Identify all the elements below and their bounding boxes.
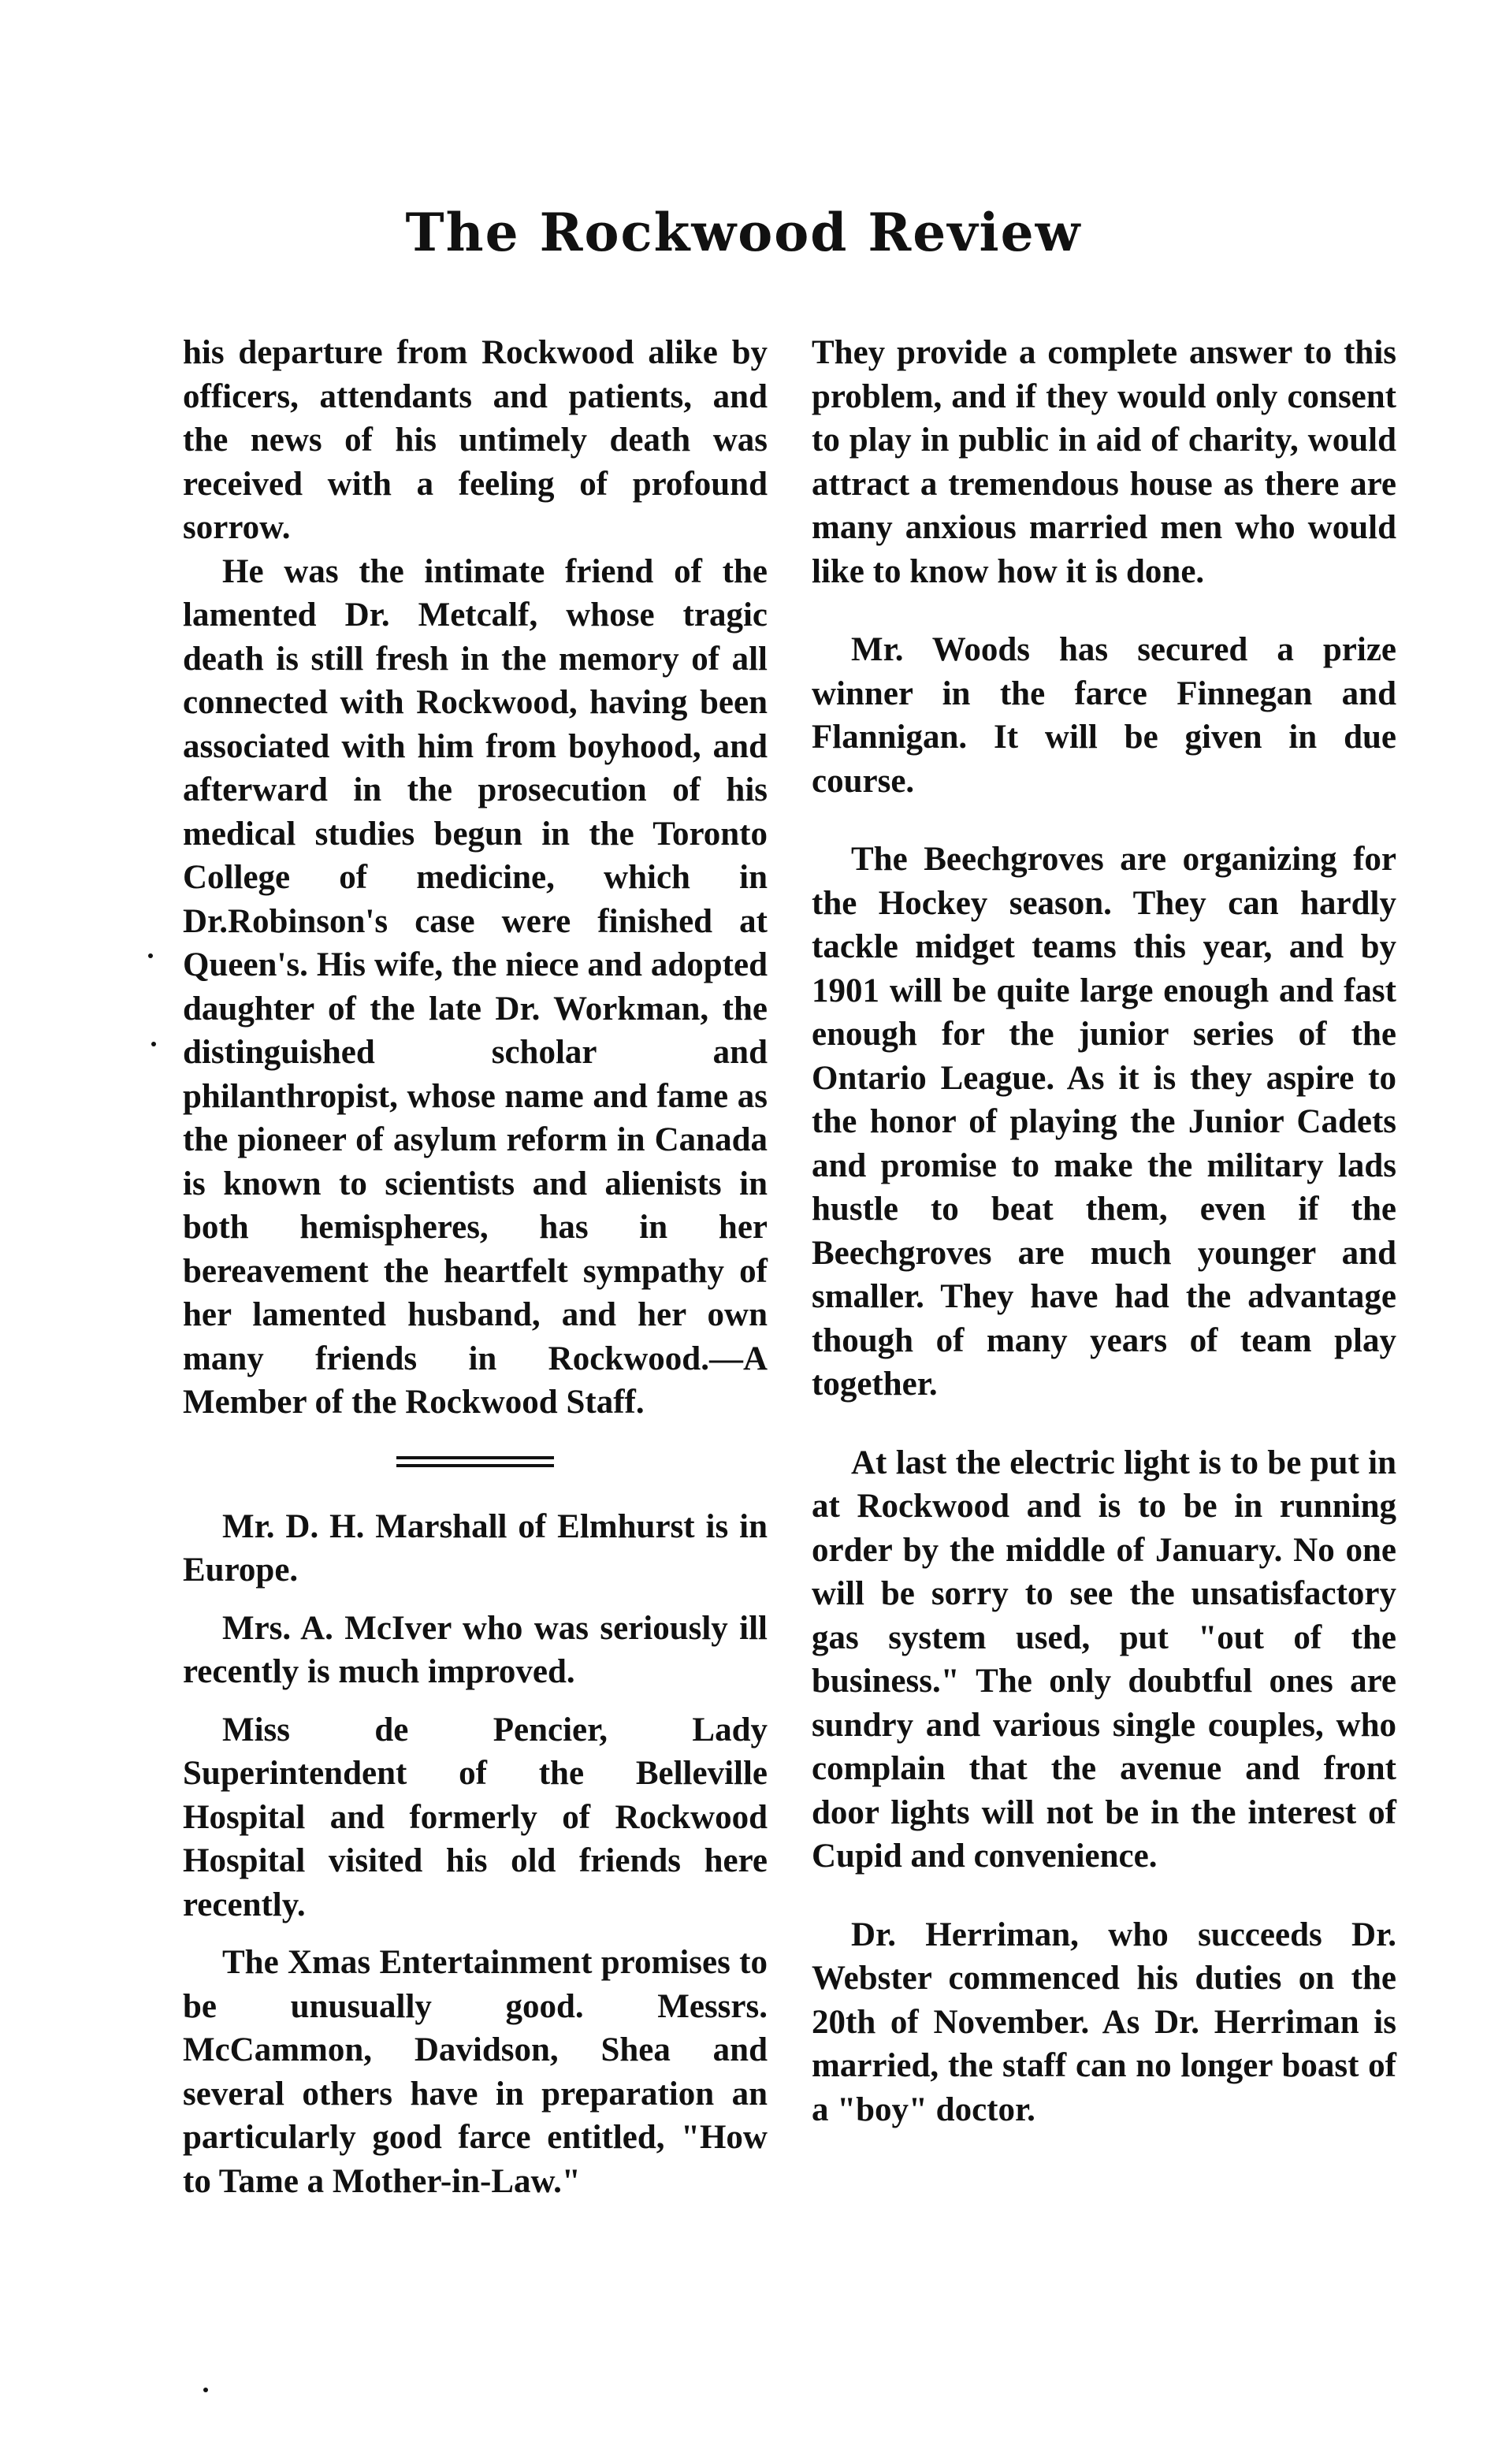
left-paragraph-3: Mr. D. H. Marshall of Elmhurst is in Europe. [183, 1507, 768, 1589]
right-paragraph-5: Dr. Herriman, who succeeds Dr. Webster commenced his duties on the 20th of November. As Dr. Herriman is married, the staff can no longer boast of a "boy" doctor. [812, 1916, 1396, 2128]
right-paragraph-1: They provide a complete answer to this problem, and if they would only consent to play in public in aid of charity, would attract a tremendous house as there are many anxious married men who would like to know how it is done. [812, 334, 1396, 590]
section-divider [396, 1456, 554, 1467]
right-paragraph-4: At last the electric light is to be put in at Rockwood and is to be in running order by the middle of January. No one will be sorry to see the unsatisfactory gas system used, put "out of the business." The only doubtful ones are sundry and various single couples, who complain that the avenue and front door lights will not be in the interest of Cupid and convenience. [812, 1444, 1396, 1875]
print-speck [151, 1042, 156, 1046]
left-paragraph-5: Miss de Pencier, Lady Superintendent of the Belleville Hospital and formerly of Rockwood Hospital visited his old friends here recently. [183, 1711, 768, 1923]
print-speck [148, 953, 153, 958]
masthead-title: The Rockwood Review [405, 202, 1082, 263]
right-paragraph-3: The Beechgroves are organizing for the Hockey season. They can hardly tackle midget teams this year, and by 1901 will be quite large enough and fast enough for the junior series of the Ontario League. As it is they aspire to the honor of playing the Junior Cadets and promise to make the military lads hustle to beat them, even if the Beechgroves are much younger and smaller. They have had the advantage though of many years of team play together. [812, 841, 1396, 1403]
left-paragraph-6: The Xmas Entertainment promises to be unusually good. Messrs. McCammon, Davidson, Shea and several others have in preparation an particularly good farce entitled, "How to Tame a Mother-in-Law." [183, 1944, 768, 2200]
right-paragraph-2: Mr. Woods has secured a prize winner in the farce Finnegan and Flannigan. It will be given in due course. [812, 631, 1396, 800]
right-column [812, 331, 1396, 2131]
print-speck [203, 2388, 208, 2392]
left-paragraph-4: Mrs. A. McIver who was seriously ill recently is much improved. [183, 1609, 768, 1690]
left-column [183, 331, 768, 2203]
left-paragraph-2: He was the intimate friend of the lamented Dr. Metcalf, whose tragic death is still fresh in the memory of all connected with Rockwood, having been associated with him from boyhood, and afterward in the prosecution of his medical studies begun in the Toronto College of medicine, which in Dr.Robinson's case were finished at Queen's. His wife, the niece and adopted daughter of the late Dr. Workman, the distinguished scholar and philanthropist, whose name and fame as the pioneer of asylum reform in Canada is known to scientists and alienists in both hemispheres, has in her bereavement the heartfelt sympathy of her lamented husband, and her own many friends in Rockwood.—A Member of the Rockwood Staff. [183, 552, 768, 1421]
left-paragraph-1: his departure from Rockwood alike by officers, attendants and patients, and the news of his untimely death was received with a feeling of profound sorrow. [183, 334, 768, 546]
